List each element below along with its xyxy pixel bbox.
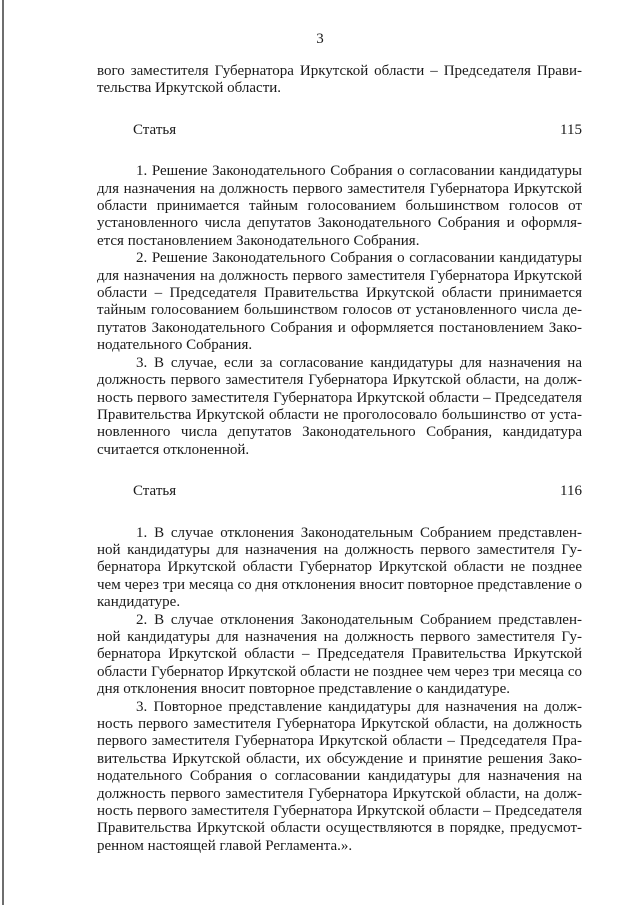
text-line: для назначения на должность первого заместителя Губернатора Иркутской — [97, 180, 582, 197]
text-line: вительства Иркутской области, их обсуждение и принятие решения Зако- — [97, 750, 582, 767]
text-line: 2. Решение Законодательного Собрания о согласовании кандидатуры — [136, 250, 582, 267]
text-line: должность первого заместителя Губернатора Иркутской области, на долж- — [97, 785, 582, 802]
text-line: 3. Повторное представление кандидатуры для назначения на долж- — [136, 698, 582, 715]
text-line: тельства Иркутской области. — [97, 80, 282, 97]
text-line: чем через три месяца со дня отклонения вносит повторное представление о — [97, 576, 582, 593]
text-line: тайным голосованием большинством голосов от установленного числа де- — [97, 302, 582, 319]
article-116 — [97, 483, 582, 855]
text-line: Правительства Иркутской области осуществляются в порядке, предусмот- — [97, 820, 582, 837]
text-line: 1. В случае отклонения Законодательным Собранием представлен- — [136, 524, 582, 541]
text-line: кандидатуре. — [97, 594, 181, 611]
text-line: для назначения на должность первого заместителя Губернатора Иркутской — [97, 267, 582, 284]
article-115-paragraph-3 — [97, 355, 582, 459]
text-line: 3. В случае, если за согласование кандидатуры для назначения на — [136, 354, 582, 371]
document-body — [97, 63, 582, 855]
text-line: дня отклонения вносит повторное представление о кандидатуре. — [97, 681, 510, 698]
text-line: первого заместителя Губернатора Иркутской области – Председателя Пра- — [97, 733, 582, 750]
text-line: новленного числа депутатов Законодательного Собрания, кандидатура — [97, 424, 582, 441]
text-line: ренном настоящей главой Регламента.». — [97, 837, 353, 854]
text-line: ной кандидатуры для назначения на должность первого заместителя Гу- — [97, 628, 582, 645]
text-line: вого заместителя Губернатора Иркутской области – Председателя Прави- — [97, 63, 582, 79]
article-115-paragraph-1 — [97, 163, 582, 250]
page-number: 3 — [316, 31, 324, 47]
article-116-paragraph-2 — [97, 612, 582, 699]
article-heading: Статья 116 — [133, 483, 582, 500]
text-line: должность первого заместителя Губернатора Иркутской области, на долж- — [97, 372, 582, 389]
text-line: ется постановлением Законодательного Собрания. — [97, 232, 420, 249]
article-115 — [97, 122, 582, 459]
text-line: путатов Законодательного Собрания и оформляется постановлением Зако- — [97, 319, 582, 336]
text-line: считается отклоненной. — [97, 441, 250, 458]
text-line: 1. Решение Законодательного Собрания о согласовании кандидатуры — [136, 163, 582, 180]
text-line: ность первого заместителя Губернатора Иркутской области – Председателя — [97, 803, 582, 820]
text-line: бернатора Иркутской области – Председателя Правительства Иркутской — [97, 646, 582, 663]
text-line: ность первого заместителя Губернатора Иркутской области, на должность — [97, 716, 582, 732]
text-line: ной кандидатуры для назначения на должность первого заместителя Гу- — [97, 541, 582, 558]
text-line: нодательного Собрания о согласовании кандидатуры для назначения на — [97, 768, 582, 785]
text-line: ность первого заместителя Губернатора Иркутской области – Председателя — [97, 389, 582, 406]
article-heading: Статья 115 — [133, 121, 582, 138]
text-line: 2. В случае отклонения Законодательным Собранием представлен- — [136, 611, 582, 628]
intro-paragraph — [97, 63, 582, 98]
article-115-paragraph-2 — [97, 250, 582, 354]
text-line: нодательного Собрания. — [97, 337, 253, 354]
page-edge-line — [2, 0, 4, 905]
text-line: области Губернатор Иркутской области не позднее чем через три месяца со — [97, 663, 582, 680]
article-116-paragraph-3 — [97, 699, 582, 856]
text-line: Правительства Иркутской области не проголосовало большинство от уста- — [97, 406, 582, 423]
text-line: бернатора Иркутской области Губернатор Иркутской области не позднее — [97, 559, 582, 576]
text-line: области – Председателя Правительства Иркутской области принимается — [97, 285, 582, 302]
text-line: области принимается тайным голосованием большинством голосов от — [97, 198, 582, 215]
text-line: установленного числа депутатов Законодательного Собрания и оформля- — [97, 215, 582, 232]
article-116-paragraph-1 — [97, 525, 582, 612]
